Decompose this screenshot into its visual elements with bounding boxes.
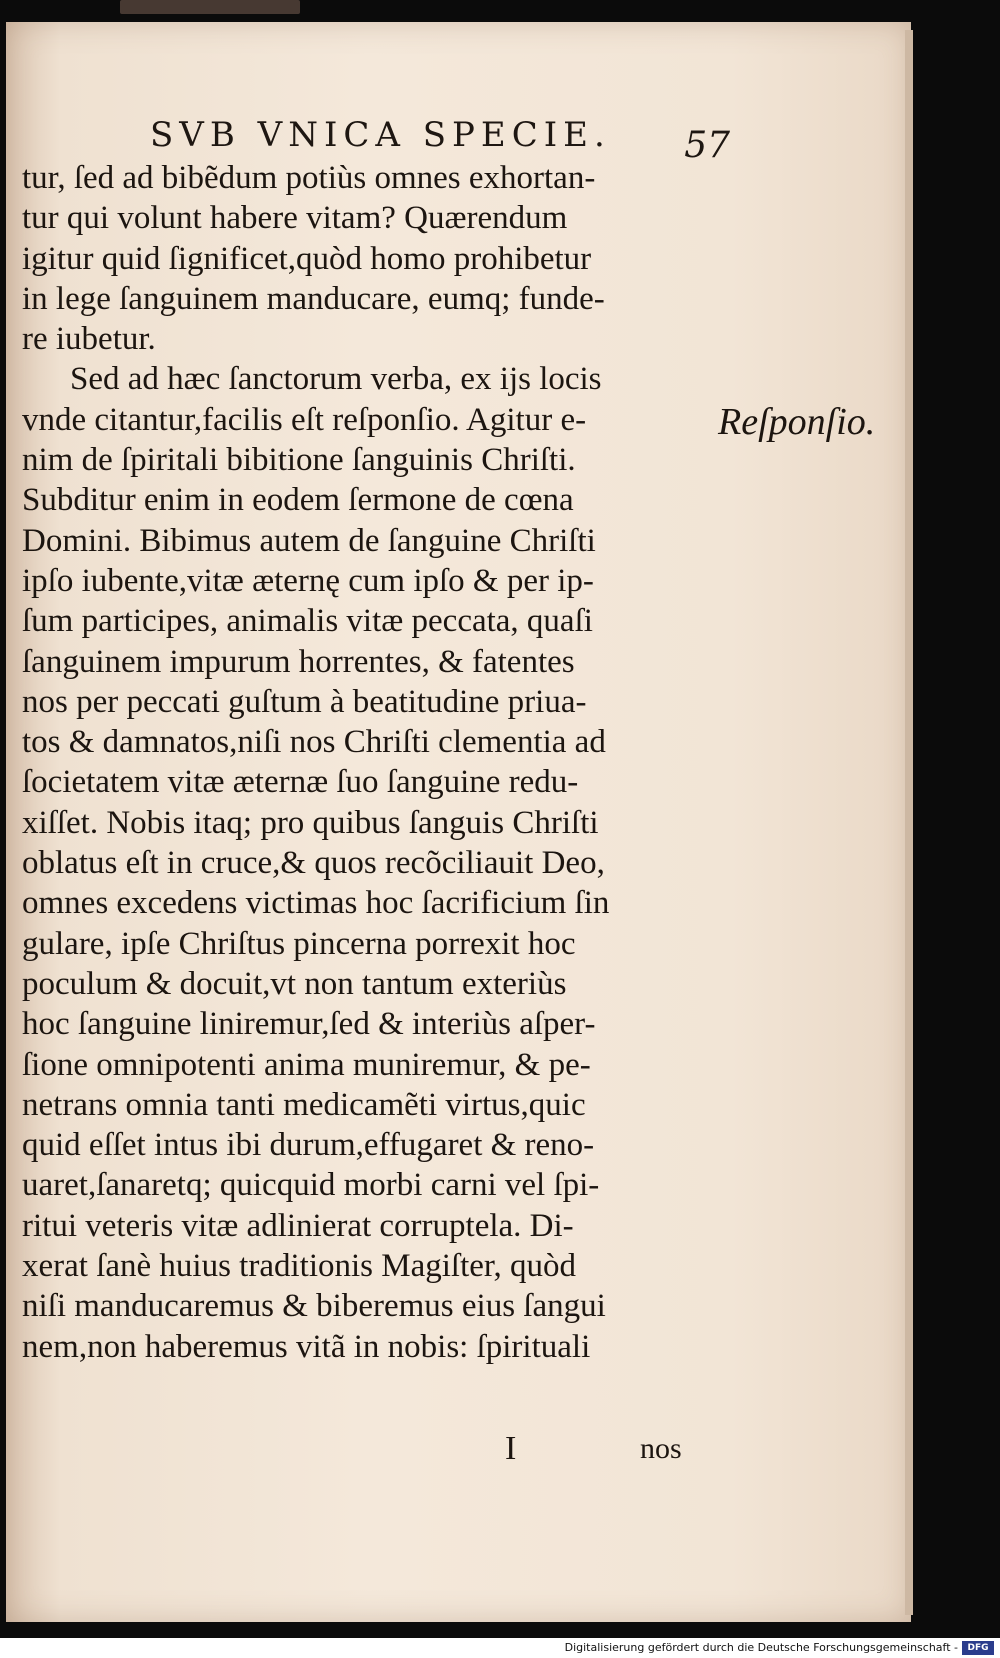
dfg-logo: DFG bbox=[962, 1641, 994, 1655]
text-line: tos & damnatos,niſi nos Chriſti clementia ad bbox=[22, 724, 606, 761]
text-line: vnde citantur,facilis eſt reſponſio. Agitur e- bbox=[22, 401, 587, 438]
text-line: hoc ſanguine liniremur,ſed & interiùs aſper- bbox=[22, 1006, 596, 1043]
text-line: ſocietatem vitæ æternæ ſuo ſanguine redu- bbox=[22, 764, 579, 801]
text-line: tur, ſed ad bibẽdum potiùs omnes exhortan- bbox=[22, 160, 596, 196]
paper-stain bbox=[120, 0, 300, 14]
text-line: gulare, ipſe Chriſtus pincerna porrexit hoc bbox=[22, 925, 576, 962]
text-line: niſi manducaremus & biberemus eius ſangui bbox=[22, 1288, 606, 1325]
text-line: re iubetur. bbox=[22, 321, 156, 358]
text-line: tur qui volunt habere vitam? Quærendum bbox=[22, 200, 568, 237]
signature-mark: I bbox=[505, 1430, 517, 1467]
text-line: nim de ſpiritali bibitione ſanguinis Chriſti. bbox=[22, 442, 576, 479]
text-line: Sed ad hæc ſanctorum verba, ex ijs locis bbox=[70, 361, 602, 398]
page-edge bbox=[905, 30, 913, 1615]
marginal-note: Reſponſio. bbox=[718, 401, 876, 443]
text-line: xiſſet. Nobis itaq; pro quibus ſanguis Chriſti bbox=[22, 804, 599, 841]
text-line: Subditur enim in eodem ſermone de cœna bbox=[22, 482, 574, 519]
body-text bbox=[22, 158, 712, 1367]
digitization-footer bbox=[0, 1638, 1000, 1658]
text-line: ipſo iubente,vitæ æternę cum ipſo & per ip- bbox=[22, 562, 594, 599]
text-line: Domini. Bibimus autem de ſanguine Chriſti bbox=[22, 522, 596, 559]
text-line: poculum & docuit,vt non tantum exteriùs bbox=[22, 965, 567, 1002]
text-line: xerat ſanè huius traditionis Magiſter, quòd bbox=[22, 1248, 577, 1285]
text-line: nos per peccati guſtum à beatitudine priua- bbox=[22, 683, 587, 720]
text-line: uaret,ſanaretq; quicquid morbi carni vel ſpi- bbox=[22, 1167, 600, 1204]
catchword: nos bbox=[640, 1432, 682, 1465]
text-line: in lege ſanguinem manducare, eumq; funde- bbox=[22, 280, 605, 317]
running-head: SVB VNICA SPECIE. bbox=[150, 115, 611, 155]
text-line: ſum participes, animalis vitæ peccata, quaſi bbox=[22, 603, 593, 640]
text-line: ſione omnipotenti anima muniremur, & pe- bbox=[22, 1046, 591, 1083]
text-line: igitur quid ſignificet,quòd homo prohibetur bbox=[22, 240, 592, 277]
text-line: quid eſſet intus ibi durum,effugaret & reno- bbox=[22, 1127, 595, 1164]
text-line: netrans omnia tanti medicamẽti virtus,quic bbox=[22, 1086, 586, 1123]
footer-credit: Digitalisierung gefördert durch die Deutsche Forschungsgemeinschaft - bbox=[564, 1641, 958, 1654]
text-line: ſanguinem impurum horrentes, & fatentes bbox=[22, 643, 575, 680]
text-line: omnes excedens victimas hoc ſacrificium ſin bbox=[22, 885, 610, 922]
text-line: oblatus eſt in cruce,& quos recõciliauit Deo, bbox=[22, 845, 605, 882]
page-number: 57 bbox=[684, 125, 730, 166]
text-line: ritui veteris vitæ adlinierat corruptela. Di- bbox=[22, 1207, 574, 1244]
text-line: nem,non haberemus vitã in nobis: ſpirituali bbox=[22, 1328, 591, 1365]
